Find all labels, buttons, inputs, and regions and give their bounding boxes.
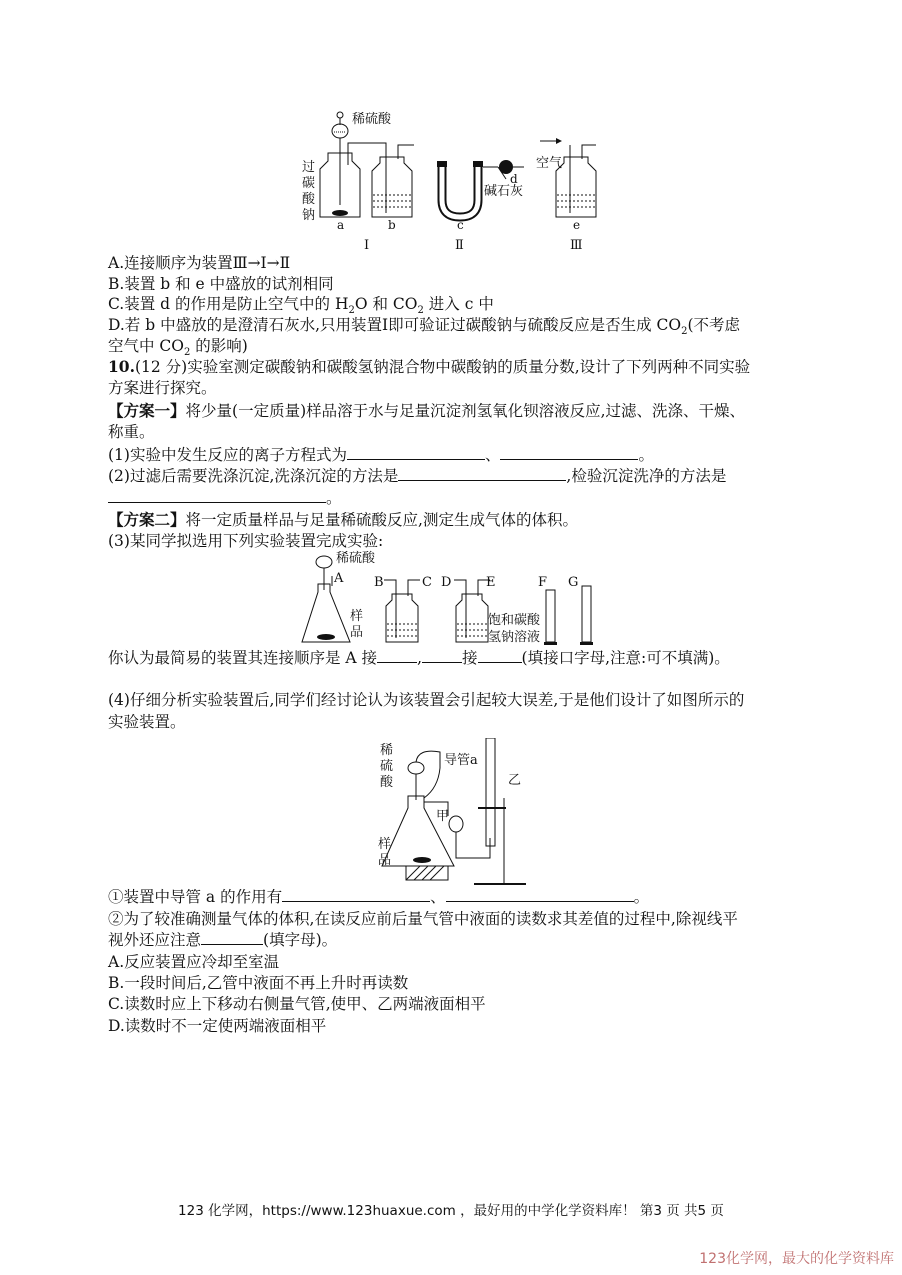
- fig3-sample-2: 品: [378, 853, 392, 868]
- answer-blank-4a[interactable]: [282, 887, 430, 902]
- q10-part4-2-cont: 视外还应注意 (填字母)。: [108, 931, 338, 949]
- fig3-yi: 乙: [508, 773, 522, 788]
- fig2-G: G: [568, 575, 579, 590]
- label-d: d: [510, 172, 518, 186]
- label-peroxide-4: 钠: [302, 208, 316, 223]
- page-footer: 123 化学网，https://www.123huaxue.com ，最好用的中学化学资料库！ 第3 页 共5 页: [178, 1203, 724, 1219]
- apparatus-figure-1: [300, 105, 600, 255]
- q10-intro: 10.(12 分)实验室测定碳酸钠和碳酸氢钠混合物中碳酸钠的质量分数,设计了下列两种不同实验: [108, 357, 751, 376]
- fig2-A: A: [334, 571, 344, 586]
- fig2-C: C: [422, 575, 432, 590]
- fig2-F: F: [538, 575, 548, 590]
- fig2-D: D: [441, 575, 452, 590]
- label-peroxide-3: 酸: [302, 192, 316, 207]
- q10-part2: (2)过滤后需要洗涤沉淀,洗涤沉淀的方法是 ,检验沉淀洗净的方法是: [108, 467, 727, 485]
- label-e: e: [573, 218, 581, 232]
- answer-blank-1b[interactable]: [500, 445, 638, 460]
- q10-part4-2: ②为了较准确测量气体的体积,在读反应前后量气管中液面的读数求其差值的过程中,除视线平: [108, 910, 738, 928]
- plan1-cont: 称重。: [108, 423, 155, 441]
- fig2-sat-1: 饱和碳酸: [488, 613, 541, 628]
- answer-blank-4c[interactable]: [201, 930, 263, 945]
- fig2-B: B: [374, 575, 384, 590]
- fig3-acid-3: 酸: [380, 775, 394, 790]
- label-peroxide-2: 碳: [302, 176, 316, 191]
- answer-blank-2b[interactable]: [108, 488, 326, 503]
- fig3-jia: 甲: [436, 809, 450, 824]
- apparatus-figure-3: [378, 738, 538, 888]
- answer-blank-2a[interactable]: [398, 466, 566, 481]
- label-b: b: [388, 218, 396, 232]
- option-d: D.若 b 中盛放的是澄清石灰水,只用装置Ⅰ即可验证过碳酸钠与硫酸反应是否生成 $CO_2$(不考虑: [108, 316, 741, 338]
- fig3-sample-1: 样: [378, 837, 392, 852]
- label-air: 空气: [536, 156, 563, 171]
- apparatus-figure-2: [300, 548, 610, 648]
- q10-part2-cont: 。: [108, 488, 342, 508]
- q10-part4: (4)仔细分析实验装置后,同学们经讨论认为该装置会引起较大误差,于是他们设计了如图所示的: [108, 691, 745, 709]
- fig3-acid-1: 稀: [380, 743, 394, 758]
- option-b: B.装置 b 和 e 中盛放的试剂相同: [108, 275, 334, 293]
- answer-blank-3a[interactable]: [377, 648, 417, 663]
- fig3-acid-2: 硫: [380, 759, 394, 774]
- label-peroxide-1: 过: [302, 160, 316, 175]
- plan2: 【方案二】将一定质量样品与足量稀硫酸反应,测定生成气体的体积。: [108, 510, 578, 529]
- label-a: a: [337, 218, 345, 232]
- plan1: 【方案一】将少量(一定质量)样品溶于水与足量沉淀剂氢氧化钡溶液反应,过滤、洗涤、干燥、: [108, 401, 746, 420]
- q4-option-b: B.一段时间后,乙管中液面不再上升时再读数: [108, 974, 409, 992]
- q10-part3-answer: 你认为最简易的装置其连接顺序是 A 接 , 接 (填接口字母,注意:可不填满)。: [108, 649, 730, 667]
- label-III: Ⅲ: [570, 238, 583, 253]
- option-a: A.连接顺序为装置Ⅲ→Ⅰ→Ⅱ: [108, 254, 291, 272]
- answer-blank-3c[interactable]: [478, 648, 522, 663]
- option-d-cont: 空气中 $CO_2$ 的影响): [108, 337, 248, 359]
- q10-part3: (3)某同学拟选用下列实验装置完成实验:: [108, 532, 384, 550]
- q10-part4-cont: 实验装置。: [108, 713, 186, 731]
- q4-option-a: A.反应装置应冷却至室温: [108, 953, 280, 971]
- fig2-sat-2: 氢钠溶液: [488, 630, 541, 645]
- label-I: Ⅰ: [364, 238, 370, 253]
- label-II: Ⅱ: [455, 238, 464, 253]
- fig2-sample-2: 品: [350, 625, 364, 640]
- label-c: c: [457, 218, 464, 232]
- answer-blank-4b[interactable]: [446, 887, 634, 902]
- fig2-E: E: [486, 575, 496, 590]
- label-acid: 稀硫酸: [352, 112, 392, 127]
- q4-option-d: D.读数时不一定使两端液面相平: [108, 1017, 327, 1035]
- q10-part1: (1)实验中发生反应的离子方程式为 、 。: [108, 446, 654, 464]
- label-soda-lime: 碱石灰: [484, 184, 524, 199]
- watermark: 123化学网，最大的化学资料库: [699, 1251, 894, 1267]
- answer-blank-3b[interactable]: [422, 648, 462, 663]
- q10-part4-1: ①装置中导管 a 的作用有 、 。: [108, 888, 650, 906]
- fig2-sample-1: 样: [350, 609, 364, 624]
- fig3-tube: 导管a: [444, 753, 478, 768]
- option-c: C.装置 d 的作用是防止空气中的 $H_2O$ 和 $CO_2$ 进入 c 中: [108, 295, 494, 317]
- q4-option-c: C.读数时应上下移动右侧量气管,使甲、乙两端液面相平: [108, 995, 486, 1013]
- fig2-acid: 稀硫酸: [336, 551, 376, 566]
- q10-intro-2: 方案进行探究。: [108, 379, 217, 397]
- answer-blank-1a[interactable]: [347, 445, 485, 460]
